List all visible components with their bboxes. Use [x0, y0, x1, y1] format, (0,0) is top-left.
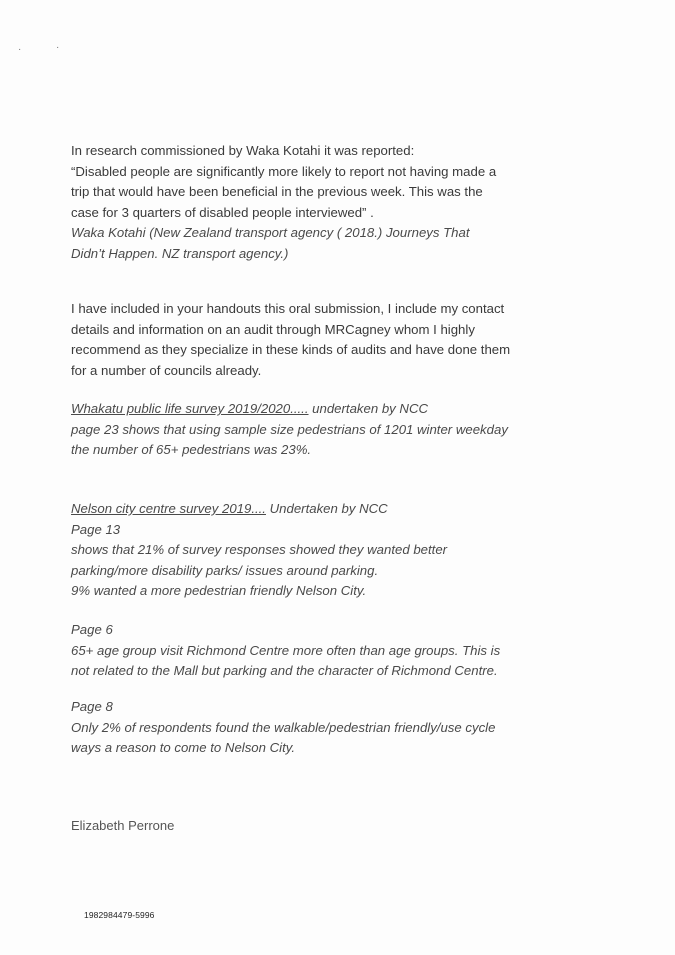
research-section: [71, 141, 611, 265]
page13-line: parking/more disability parks/ issues around parking.: [71, 562, 379, 578]
whakatu-line: page 23 shows that using sample size pedestrians of 1201 winter weekday: [71, 421, 508, 437]
handouts-paragraph: [71, 299, 611, 381]
page6-section: [71, 620, 611, 682]
handouts-line: for a number of councils already.: [71, 362, 262, 378]
document-page: · · In research commissioned by Waka Kotahi it was reported: “Disabled people are significantly more likely to report not having made a trip that would have been beneficial in the previous week. This was the case for 3 quarters of disabled people interviewed” . Waka Kotahi (New Zealand transport agency ( 2018.) Journeys That Didn’t Happen. NZ transport agency.) I have included in your handouts this oral submission, I include my contact details and information on an audit through MRCagney whom I highly recommend as they specialize in these kinds of audits and have done them for a number of councils already. Whakatu public life survey 2019/2020..... undertaken by NCC page 23 shows that using sample size pedestrians of 1201 winter weekday the number of 65+ pedestrians was 23%. Nelson city centre survey 2019.... Undertaken by NCC Page 13 shows that 21% of survey responses showed they wanted better parking/more disability parks/ issues around parking. 9% wanted a more pedestrian friendly Nelson City. Page 6 65+ age group visit Richmond Centre more often than age groups. This is not related to the Mall but parking and the character of Richmond Centre. Page 8 Only 2% of respondents found the walkable/pedestrian friendly/use cycle ways a reason to come to Nelson City. Elizabeth Perrone 1982984479-5996: [0, 0, 675, 955]
page6-label: Page 6: [71, 622, 113, 637]
page6-line: 65+ age group visit Richmond Centre more often than age groups. This is: [71, 642, 501, 658]
page6-line: not related to the Mall but parking and the character of Richmond Centre.: [71, 663, 498, 679]
nelson-section: [71, 499, 611, 602]
research-quote-line: trip that would have been beneficial in the previous week. This was the: [71, 184, 483, 200]
whakatu-heading: [71, 399, 611, 420]
document-id: 1982984479-5996: [84, 910, 155, 920]
page8-section: [71, 697, 611, 759]
signature-name: Elizabeth Perrone: [71, 818, 175, 833]
research-quote-line: “Disabled people are significantly more likely to report not having made a: [71, 163, 497, 179]
handouts-line: I have included in your handouts this oral submission, I include my contact: [71, 301, 505, 316]
nelson-heading: [71, 499, 611, 520]
page8-label: Page 8: [71, 699, 113, 714]
research-citation-line: Waka Kotahi (New Zealand transport agency ( 2018.) Journeys That: [71, 225, 470, 241]
whakatu-title: Whakatu public life survey 2019/2020.....: [71, 401, 309, 416]
nelson-title: Nelson city centre survey 2019....: [71, 501, 266, 516]
nelson-suffix: Undertaken by NCC: [265, 501, 388, 516]
handouts-line: details and information on an audit through MRCagney whom I highly: [71, 321, 475, 337]
signature-block: [71, 816, 611, 837]
page8-line: Only 2% of respondents found the walkable/pedestrian friendly/use cycle: [71, 719, 496, 735]
handouts-line: recommend as they specialize in these kinds of audits and have done them: [71, 342, 511, 358]
whakatu-section: [71, 399, 611, 461]
page13-line: shows that 21% of survey responses showed they wanted better: [71, 542, 448, 558]
research-intro: In research commissioned by Waka Kotahi it was reported:: [71, 143, 415, 158]
page13-line: 9% wanted a more pedestrian friendly Nelson City.: [71, 583, 367, 599]
research-quote-line: case for 3 quarters of disabled people interviewed” .: [71, 204, 374, 220]
whakatu-suffix: undertaken by NCC: [308, 401, 428, 416]
page8-line: ways a reason to come to Nelson City.: [71, 740, 296, 756]
research-citation-line: Didn’t Happen. NZ transport agency.): [71, 245, 289, 261]
whakatu-line: the number of 65+ pedestrians was 23%.: [71, 442, 312, 458]
page13-label: Page 13: [71, 521, 121, 537]
